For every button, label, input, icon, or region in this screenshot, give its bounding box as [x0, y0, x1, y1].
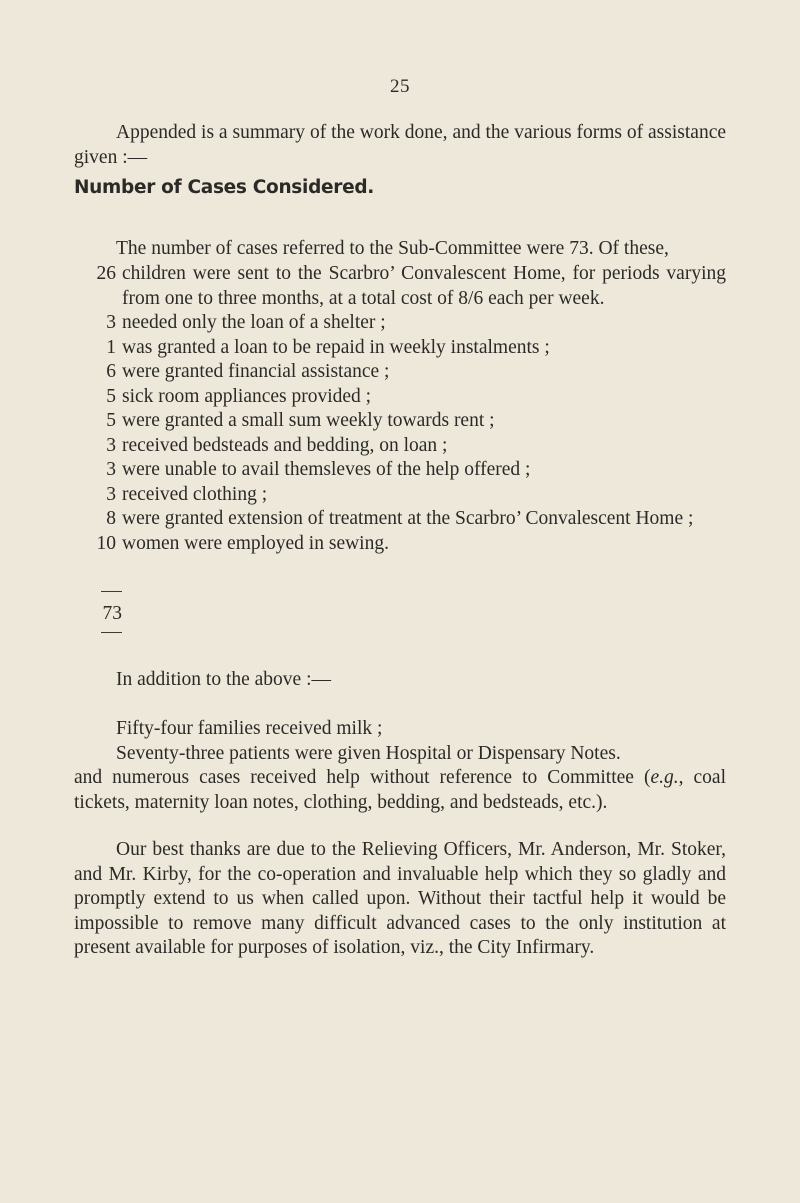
case-description: were unable to avail themsleves of the help offered ; [122, 459, 531, 480]
cases-list [74, 262, 726, 556]
list-item [74, 262, 726, 311]
addition-rest-prefix: and numerous cases received help without reference to Committee ( [74, 767, 651, 788]
section-heading: Number of Cases Considered. [74, 177, 374, 198]
case-description: received bedsteads and bedding, on loan ; [122, 434, 448, 456]
cases-total: 73 [102, 603, 122, 624]
case-count: 5 [106, 385, 116, 407]
list-item [74, 409, 726, 434]
case-count: 3 [106, 459, 116, 480]
addition-line-notes: Seventy-three patients were given Hospital or Dispensary Notes. [116, 742, 621, 764]
case-count: 3 [106, 312, 116, 333]
addition-rest-eg: e.g. [650, 767, 679, 788]
intro-paragraph: Appended is a summary of the work done, and the various forms of assistance given :— [74, 122, 726, 168]
case-description: were granted extension of treatment at the Scarbro’ Convalescent Home ; [122, 508, 694, 529]
total-rule-bottom [101, 632, 122, 633]
list-item [74, 507, 726, 532]
case-count: 5 [106, 410, 116, 431]
case-description: was granted a loan to be repaid in weekly instalments ; [122, 336, 550, 358]
list-item [74, 458, 726, 483]
case-description: children were sent to the Scarbro’ Convalescent Home, for periods varying from one to three months, at a total cost of 8/6 each per week. [122, 263, 726, 309]
list-item [74, 311, 726, 336]
total-rule-top [101, 591, 122, 592]
case-count: 1 [106, 336, 116, 358]
cases-intro: The number of cases referred to the Sub-Committee were 73. Of these, [116, 238, 669, 259]
list-item [74, 532, 726, 557]
list-item [74, 483, 726, 508]
list-item [74, 360, 726, 385]
case-description: were granted a small sum weekly towards rent ; [122, 410, 495, 431]
addition-line-milk: Fifty-four families received milk ; [116, 718, 383, 739]
case-description: were granted financial assistance ; [122, 361, 390, 382]
case-count: 3 [106, 483, 116, 505]
addition-rest-suffix: , coal tickets, maternity loan notes, clothing, bedding, and bedsteads, etc.). [74, 767, 727, 813]
case-count: 8 [106, 508, 116, 529]
list-item [74, 336, 726, 361]
case-count: 6 [106, 361, 116, 382]
addition-rest-paragraph [74, 766, 726, 815]
case-count: 10 [96, 532, 116, 554]
page-number: 25 [390, 76, 410, 97]
case-count: 26 [96, 263, 116, 284]
list-item [74, 385, 726, 410]
addition-intro: In addition to the above :— [116, 669, 331, 690]
thanks-paragraph: Our best thanks are due to the Relieving Officers, Mr. Anderson, Mr. Stoker, and Mr. Kirby, for the co-operation and invaluable help which they so gladly and promptly extend to us when called upon. Without their tactful help it would be impossible to remove many difficult advanced cases to the only institution at present available for purposes of isolation, viz., the City Infirmary. [74, 839, 726, 958]
list-item [74, 434, 726, 459]
case-description: needed only the loan of a shelter ; [122, 312, 386, 333]
case-description: women were employed in sewing. [122, 532, 389, 554]
case-count: 3 [106, 434, 116, 456]
case-description: received clothing ; [122, 483, 268, 505]
case-description: sick room appliances provided ; [122, 385, 372, 407]
addition-list [74, 717, 726, 766]
